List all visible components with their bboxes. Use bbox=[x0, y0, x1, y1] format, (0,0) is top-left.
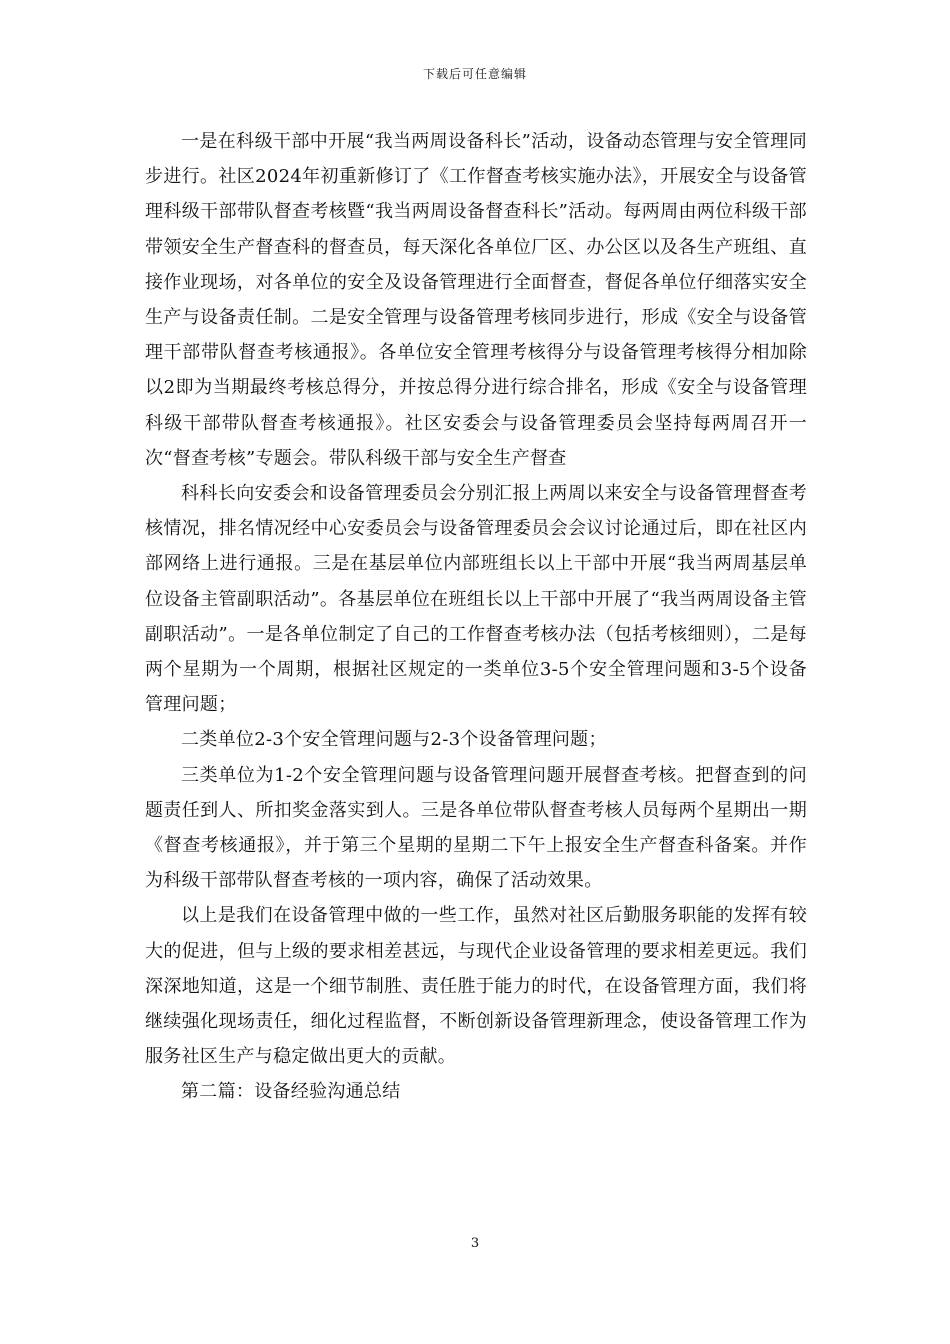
paragraph-4: 三类单位为1-2个安全管理问题与设备管理问题开展督查考核。把督查到的问题责任到人、所扣奖金落实到人。三是各单位带队督查考核人员每两个星期出一期《督查考核通报》，并于第三个星期的星期二下午上报安全生产督查科备案。并作为科级干部带队督查考核的一项内容，确保了活动效果。 bbox=[145, 764, 807, 892]
page-number: 3 bbox=[470, 1236, 480, 1251]
document-body bbox=[145, 124, 807, 1110]
paragraph-1: 一是在科级干部中开展“我当两周设备科长”活动，设备动态管理与安全管理同步进行。社区2024年初重新修订了《工作督查考核实施办法》，开展安全与设备管理科级干部带队督查考核暨“我当两周设备督查科长”活动。每两周由两位科级干部带领安全生产督查科的督查员，每天深化各单位厂区、办公区以及各生产班组、直接作业现场，对各单位的安全及设备管理进行全面督查，督促各单位仔细落实安全生产与设备责任制。二是安全管理与设备管理考核同步进行，形成《安全与设备管理干部带队督查考核通报》。各单位安全管理考核得分与设备管理考核得分相加除以2即为当期最终考核总得分，并按总得分进行综合排名，形成《安全与设备管理科级干部带队督查考核通报》。社区安委会与设备管理委员会坚持每两周召开一次“督查考核”专题会。带队科级干部与安全生产督查 bbox=[145, 131, 807, 469]
section-heading: 第二篇：设备经验沟通总结 bbox=[181, 1081, 401, 1103]
paragraph-3: 二类单位2-3个安全管理问题与2-3个设备管理问题； bbox=[181, 729, 607, 751]
page-header: 下载后可任意编辑 bbox=[422, 67, 527, 81]
paragraph-5: 以上是我们在设备管理中做的一些工作，虽然对社区后勤服务职能的发挥有较大的促进，但与上级的要求相差甚远，与现代企业设备管理的要求相差更远。我们深深地知道，这是一个细节制胜、责任胜于能力的时代，在设备管理方面，我们将继续强化现场责任，细化过程监督，不断创新设备管理新理念，使设备管理工作为服务社区生产与稳定做出更大的贡献。 bbox=[145, 905, 807, 1068]
paragraph-2: 科科长向安委会和设备管理委员会分别汇报上两周以来安全与设备管理督查考核情况，排名情况经中心安委员会与设备管理委员会会议讨论通过后，即在社区内部网络上进行通报。三是在基层单位内部班组长以上干部中开展“我当两周基层单位设备主管副职活动”。各基层单位在班组长以上干部中开展了“我当两周设备主管副职活动”。一是各单位制定了自己的工作督查考核办法（包括考核细则），二是每两个星期为一个周期，根据社区规定的一类单位3-5个安全管理问题和3-5个设备管理问题； bbox=[145, 483, 807, 716]
